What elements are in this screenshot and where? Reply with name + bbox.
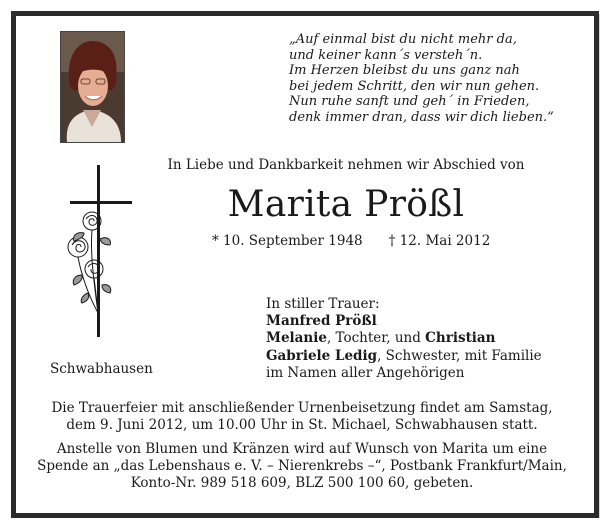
poem-line: bei jedem Schritt, den wir nun gehen. — [289, 78, 540, 94]
donation-line: Spende an „das Lebenshaus e. V. – Nierenkrebs –“, Postbank Frankfurt/Main, — [37, 458, 567, 474]
donation-info — [20, 441, 584, 492]
mourner-name: Melanie — [266, 330, 327, 347]
funeral-line: Die Trauerfeier mit anschließender Urnenbeisetzung findet am Samstag, — [51, 400, 553, 416]
poem-line: „Auf einmal bist du nicht mehr da, — [289, 32, 517, 47]
poem — [289, 32, 579, 126]
mourner-relation: , Schwester, mit Familie — [377, 347, 542, 364]
farewell-intro: In Liebe und Dankbarkeit nehmen wir Abschied von — [167, 157, 525, 173]
poem-line: und keiner kann´s versteh´n. — [289, 47, 483, 63]
cross-with-roses-icon — [64, 163, 136, 341]
birth-date: * 10. September 1948 — [212, 233, 363, 249]
poem-line: Nun ruhe sanft und geh´ in Frieden, — [289, 94, 530, 110]
mourner-relation: , Tochter, und — [326, 330, 426, 347]
donation-line: Konto-Nr. 989 518 609, BLZ 500 100 60, gebeten. — [130, 475, 474, 491]
donation-line: Anstelle von Blumen und Kränzen wird auf Wunsch von Marita um eine — [56, 441, 548, 457]
poem-line: Im Herzen bleibst du uns ganz nah — [289, 63, 520, 79]
mourner-name: Gabriele Ledig — [266, 347, 378, 364]
portrait-photo — [60, 31, 125, 143]
mourner-name: Manfred Prößl — [266, 313, 377, 330]
place-name: Schwabhausen — [50, 361, 153, 377]
funeral-line: dem 9. Juni 2012, um 10.00 Uhr in St. Michael, Schwabhausen statt. — [66, 417, 538, 433]
death-date: † 12. Mai 2012 — [388, 233, 491, 249]
mourners-closing: im Namen aller Angehörigen — [266, 364, 465, 381]
mourner-name: Christian — [425, 330, 496, 347]
mourners-heading: In stiller Trauer: — [266, 296, 380, 312]
mourners-block — [266, 296, 542, 382]
life-dates — [212, 233, 490, 249]
funeral-info — [20, 400, 584, 434]
deceased-name: Marita Prößl — [227, 184, 465, 225]
poem-line: denk immer dran, dass wir dich lieben.“ — [289, 109, 554, 125]
